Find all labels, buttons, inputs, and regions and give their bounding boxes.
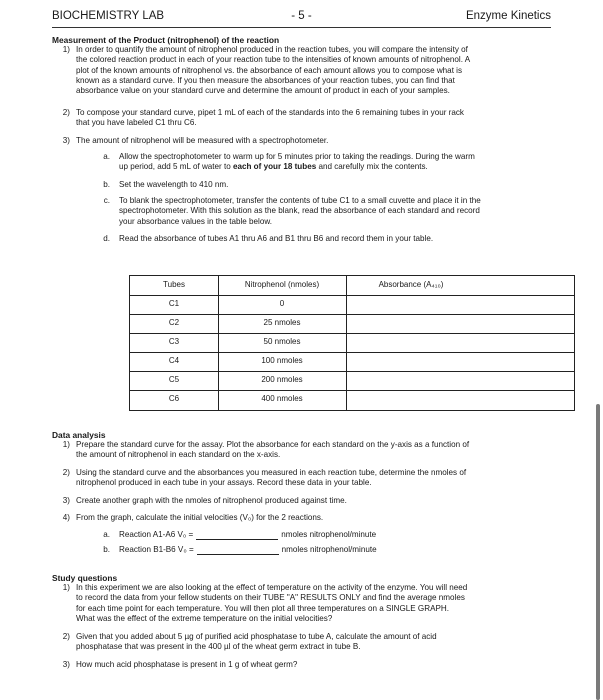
text-line: Using the standard curve and the absorbances you measured in each reaction tube, determine the nmoles of xyxy=(76,468,467,477)
table-cell: C4 xyxy=(168,356,180,365)
text-line: absorbance value on your standard curve and determine the amount of product in each of your samples. xyxy=(76,86,450,96)
table-cell: 25 nmoles xyxy=(263,318,301,327)
text-line: Allow the spectrophotometer to warm up for 5 minutes prior to taking the readings. During the warm xyxy=(119,152,475,161)
text-line: What was the effect of the extreme temperature on the initial velocities? xyxy=(76,613,333,623)
table-header-cell: Nitrophenol (nmoles) xyxy=(244,280,320,289)
text-line: Set the wavelength to 410 nm. xyxy=(119,180,229,189)
item-number: 2) xyxy=(62,632,70,641)
sub-letter: b. xyxy=(103,180,110,189)
table-cell: C6 xyxy=(168,394,180,403)
item-number: 3) xyxy=(62,136,70,145)
text-line: the amount of nitrophenol in each standard on the x-axis. xyxy=(76,450,281,460)
text-line: for each time point for each temperature. You will then plot all three temperatures on a SINGLE GRAPH. xyxy=(76,603,449,613)
sub-letter: c. xyxy=(103,196,110,205)
reaction-a-unit: nmoles nitrophenol/minute xyxy=(281,530,377,539)
sub-letter: a. xyxy=(103,152,110,161)
reaction-b-unit: nmoles nitrophenol/minute xyxy=(281,545,377,554)
table-header-cell: Tubes xyxy=(163,280,185,289)
text-line: spectrophotometer. With this solution as the blank, read the absorbance of each standard and record xyxy=(119,206,480,216)
text-line: Prepare the standard curve for the assay. Plot the absorbance for each standard on the y-axis as a function of xyxy=(76,440,470,449)
text-line: plot of the known amounts of nitrophenol vs. the absorbance of each amount allows you to compose what is xyxy=(76,65,463,75)
page-header xyxy=(52,10,551,26)
table-cell: C2 xyxy=(168,318,180,327)
table-cell: 100 nmoles xyxy=(261,356,303,365)
table-cell: C1 xyxy=(168,299,180,308)
standards-table xyxy=(129,275,575,411)
header-rule xyxy=(52,27,551,28)
sub-letter: d. xyxy=(103,234,110,243)
measurement-title: Measurement of the Product (nitrophenol) of the reaction xyxy=(52,35,280,45)
table-cell: 50 nmoles xyxy=(263,337,301,346)
text-line: To blank the spectrophotometer, transfer the contents of tube C1 to a small cuvette and place it in the xyxy=(119,196,481,205)
sub-letter: a. xyxy=(103,530,110,539)
text-line: to record the data from your fellow students on their TUBE "A" RESULTS ONLY and find the average nmoles xyxy=(76,593,465,603)
header-course: BIOCHEMISTRY LAB xyxy=(52,10,165,22)
header-page-number: - 5 - xyxy=(291,10,312,22)
reaction-b-label: Reaction B1-B6 V₀ = xyxy=(119,545,194,554)
item-number: 3) xyxy=(62,496,70,505)
text-line: known as a standard curve. If you then measure the absorbances of your reaction tubes, you can find that xyxy=(76,75,455,85)
text-line: that you have labeled C1 thru C6. xyxy=(76,118,197,128)
text-line: Read the absorbance of tubes A1 thru A6 and B1 thru B6 and record them in your table. xyxy=(119,234,434,243)
text-line: The amount of nitrophenol will be measured with a spectrophotometer. xyxy=(76,136,329,145)
header-topic: Enzyme Kinetics xyxy=(465,10,551,22)
item-number: 2) xyxy=(62,468,70,477)
reaction-a-blank[interactable] xyxy=(196,531,278,540)
reaction-b-blank[interactable] xyxy=(197,546,279,555)
text-line: In this experiment we are also looking at the effect of temperature on the activity of the enzyme. You will need xyxy=(76,583,468,592)
text-line: Given that you added about 5 µg of purified acid phosphatase to tube A, calculate the amount of acid xyxy=(76,632,437,641)
text-line: up period, add 5 mL of water to each of your 18 tubes and carefully mix the contents. xyxy=(119,162,428,172)
item-number: 1) xyxy=(62,440,70,449)
text-line: the colored reaction product in each of your reaction tube to the intensities of known amounts of nitrophenol. A xyxy=(76,55,471,65)
text-line: To compose your standard curve, pipet 1 mL of each of the standards into the 6 remaining tubes in your rack xyxy=(76,108,464,117)
sub-letter: b. xyxy=(103,545,110,554)
table-header-cell: Absorbance (A₄₁₀) xyxy=(378,280,444,289)
text-line: phosphatase that was present in the 400 µl of the wheat germ extract in tube B. xyxy=(76,642,361,652)
item-number: 4) xyxy=(62,513,70,522)
item-number: 1) xyxy=(62,583,70,592)
table-cell: 400 nmoles xyxy=(261,394,303,403)
item-number: 1) xyxy=(62,45,70,54)
text-line: From the graph, calculate the initial velocities (V₀) for the 2 reactions. xyxy=(76,513,324,522)
text-line: nitrophenol produced in each tube in your assays. Record these data in your table. xyxy=(76,478,372,488)
item-number: 2) xyxy=(62,108,70,117)
text-line: your absorbance values in the table below. xyxy=(119,216,272,226)
text-line: How much acid phosphatase is present in 1 g of wheat germ? xyxy=(76,660,298,669)
study-questions-title: Study questions xyxy=(52,573,118,583)
table-cell: 200 nmoles xyxy=(261,375,303,384)
table-cell: 0 xyxy=(279,299,285,308)
text-line: Create another graph with the nmoles of nitrophenol produced against time. xyxy=(76,496,347,505)
table-cell: C3 xyxy=(168,337,180,346)
table-cell: C5 xyxy=(168,375,180,384)
data-analysis-title: Data analysis xyxy=(52,430,106,440)
item-number: 3) xyxy=(62,660,70,669)
scrollbar-thumb[interactable] xyxy=(596,404,600,700)
reaction-a-label: Reaction A1-A6 V₀ = xyxy=(119,530,194,539)
text-line: In order to quantify the amount of nitrophenol produced in the reaction tubes, you will compare the intensity of xyxy=(76,45,468,54)
